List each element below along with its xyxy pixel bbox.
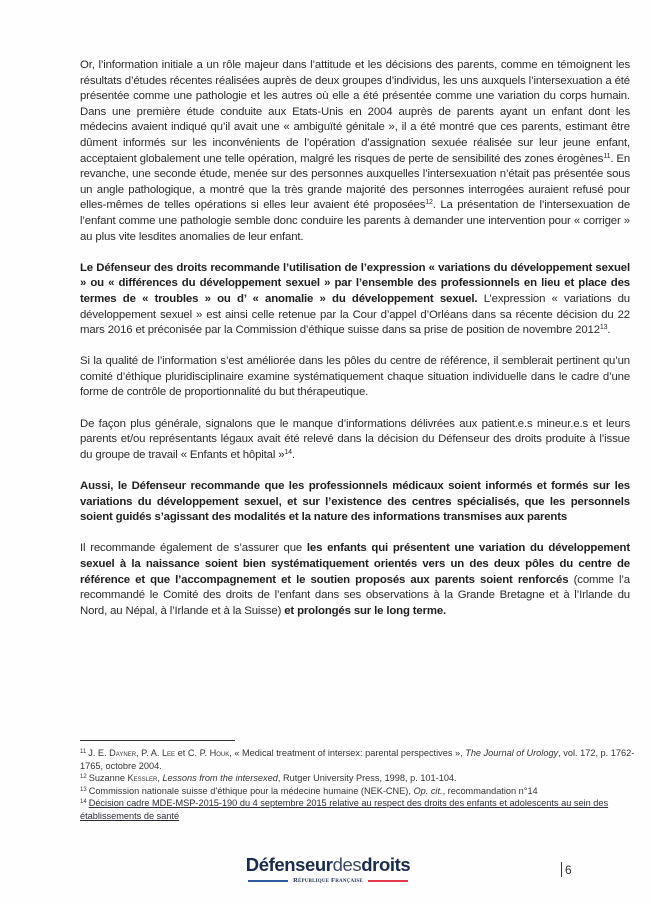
footnote-ref-14[interactable]: 14 (284, 448, 292, 456)
logo-subtitle: République Française (243, 877, 413, 884)
footnote-14: $^{14}$ Décision cadre MDE-MSP-2015-190 du 4 septembre 2015 relative au respect des droits des enfants et adolescents au sein des établissements de santé (80, 798, 609, 821)
footnotes (80, 740, 640, 823)
footnote-11: $^{11}$ J. E. Dayner, P. A. Lee et C. P. Houk, « Medical treatment of intersex: parental perspectives », The Journal of Urology, vol. 172, p. 1762-1765, octobre 2004. (80, 748, 635, 771)
footnote-divider (80, 740, 235, 741)
page-number-divider (561, 862, 562, 877)
logo-wordmark: Défenseurdesdroits (245, 854, 411, 875)
paragraph-lack-of-information: De façon plus générale, signalons que le manque d’informations délivrées aux patient.e.s mineur.e.s et leurs parents et/ou représentants légaux avait été relevé dans la décision du Défenseur des droits produite à l’issue du groupe de travail « Enfants et hôpital »$^{14}$. (80, 417, 630, 461)
decision-link[interactable]: Décision cadre MDE-MSP-2015-190 du 4 septembre 2015 relative au respect des droits des enfants et adolescents au sein des établissements de santé (80, 798, 609, 821)
body-text (80, 58, 630, 635)
logo-blue-line (248, 880, 288, 882)
footnote-ref-12[interactable]: 12 (425, 199, 433, 207)
footnote-13: $^{13}$ Commission nationale suisse d’éthique pour la médecine humaine (NEK-CNE), Op. cit., recommandation n°14 (80, 785, 538, 796)
paragraph-recommendation-orientation: Il recommande également de s’assurer que les enfants qui présentent une variation du développement sexuel à la naissance soient bien systématiquement orientés vers un des deux pôles du centre de référence et que l’accompagnement et le soutien proposés aux parents soient renforcés (comme l’a recommandé le Comité des droits de l’enfant dans ses observations à la Grande Bretagne et à l’Irlande du Nord, au Népal, à l’Irlande et à la Suisse) et prolongés sur le long terme. (80, 542, 630, 617)
footnote-12: $^{12}$ Suzanne Kessler, Lessons from the intersexed, Rutger University Press, 1998, p. 101-104. (80, 773, 457, 784)
footnote-ref-11[interactable]: 11 (603, 152, 611, 160)
paragraph-recommendation-terminology: Le Défenseur des droits recommande l’utilisation de l’expression « variations du développement sexuel » ou « différences du développement sexuel » par l’ensemble des professionnels en lieu et place des termes de « troubles » ou d’ « anomalie » du développement sexuel. L’expression « variations du développement sexuel » est ainsi celle retenue par la Cour d’appel d’Orléans dans sa récente décision du 22 mars 2016 et préconisée par la Commission d’éthique suisse dans sa prise de position de novembre 2012$^{13}$. (80, 261, 630, 337)
paragraph-information-studies: Or, l’information initiale a un rôle majeur dans l’attitude et les décisions des parents, comme en témoignent les résultats d’études récentes réalisées auprès de deux groupes d’individus, les uns auxquels l’intersexuation a été présentée comme une pathologie et les autres où elle a été présentée comme une variation du corps humain. Dans une première étude conduite aux Etats-Unis en 2004 auprès de parents ayant un enfant dont les médecins avaient indiqué qu’il avait une « ambiguïté génitale », il a été montré que ces parents, estimant être dûment informés sur les inconvénients de l’opération d’assignation sexuée réalisée sur leur jeune enfant, acceptaient globalement une telle opération, malgré les risques de perte de sensibilité des zones érogènes$^{11}$. En revanche, une seconde étude, menée sur des personnes auxquelles l’intersexuation n’était pas présentée sous un angle pathologique, a montré que la très grande majorité des personnes interrogées auraient refusé pour elles-mêmes de telles opérations si elles leur avaient été proposées$^{12}$. La présentation de l’intersexuation de l’enfant comme une pathologie semble donc conduire les parents à demander une intervention pour « corriger » au plus vite lesdites anomalies de leur enfant. (80, 59, 631, 243)
defenseur-des-droits-logo (243, 855, 413, 891)
footnote-ref-13[interactable]: 13 (599, 324, 608, 332)
page-number: 6 (561, 862, 572, 877)
logo-red-line (368, 880, 408, 882)
paragraph-ethics-committee: Si la qualité de l’information s’est améliorée dans les pôles du centre de référence, il semblerait pertinent qu’un comité d’éthique pluridisciplinaire examine systématiquement chaque situation individuelle dans le cadre d’une forme de contrôle de proportionnalité du but thérapeutique. (80, 355, 630, 399)
paragraph-recommendation-training: Aussi, le Défenseur recommande que les professionnels médicaux soient informés et formés sur les variations du développement sexuel, et sur l’existence des centres spécialisés, que les personnels soient guidés s’agissant des modalités et la nature des informations transmises aux parents (80, 480, 630, 524)
